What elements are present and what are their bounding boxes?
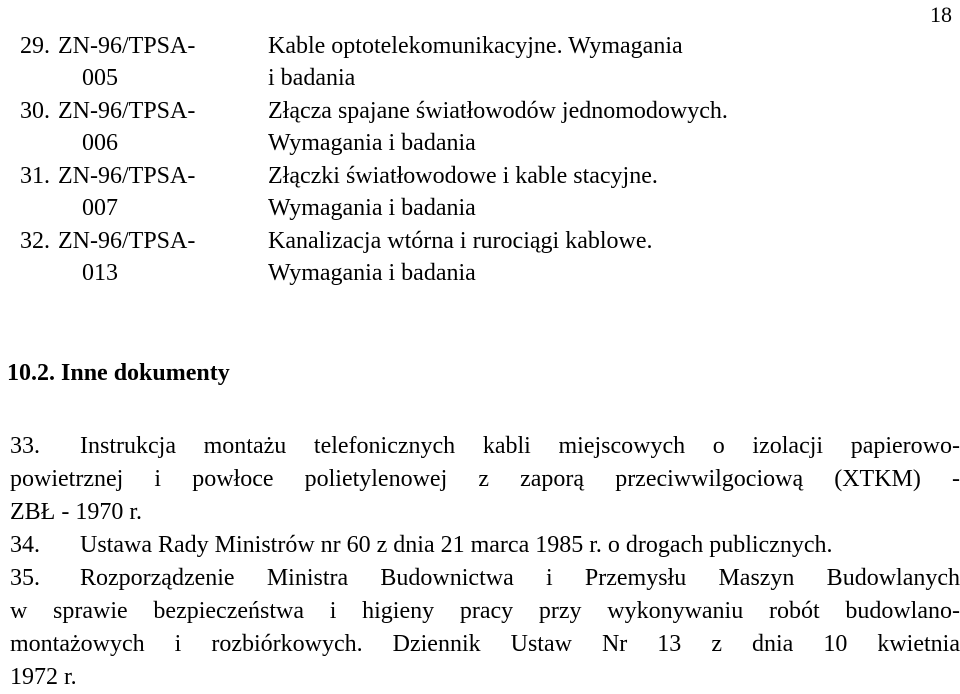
standard-code-line: ZN-96/TPSA- [58, 163, 196, 189]
document-number: 33. [10, 433, 40, 459]
standard-title-line: Wymagania i badania [268, 130, 476, 156]
standard-title-line: Kanalizacja wtórna i rurociągi kablowe. [268, 228, 653, 254]
standard-number: 29. [20, 33, 50, 59]
standard-title [218, 160, 800, 224]
standard-code [50, 30, 218, 94]
section-heading: 10.2. Inne dokumenty [7, 360, 230, 386]
document-line: Instrukcja montażu telefonicznych kabli miejscowych o izolacji papierowo- [80, 433, 960, 459]
document-line: Ustawa Rady Ministrów nr 60 z dnia 21 marca 1985 r. o drogach publicznych. [80, 532, 833, 558]
document-continuation [10, 595, 960, 694]
standard-title-line: i badania [268, 65, 356, 91]
standard-code-line: ZN-96/TPSA- [58, 228, 196, 254]
standard-title-line: Kable optotelekomunikacyjne. Wymagania [268, 33, 683, 59]
document-line: w sprawie bezpieczeństwa i higieny pracy przy wykonywaniu robót budowlano- [10, 598, 960, 624]
document-item [10, 430, 960, 463]
document-item [10, 562, 960, 595]
document-text [80, 529, 960, 562]
document-text [10, 463, 960, 529]
standard-title-line: Wymagania i badania [268, 260, 476, 286]
standard-code-line: ZN-96/TPSA- [58, 98, 196, 124]
standard-title-line: Złączki światłowodowe i kable stacyjne. [268, 163, 658, 189]
document-line: montażowych i rozbiórkowych. Dziennik Ustaw Nr 13 z dnia 10 kwietnia [10, 631, 960, 657]
standard-item [0, 225, 800, 289]
standard-code [50, 95, 218, 159]
standard-number: 31. [20, 163, 50, 189]
standard-title-line: Wymagania i badania [268, 195, 476, 221]
page-number: 18 [930, 2, 952, 27]
documents-list [10, 430, 960, 694]
standard-number: 30. [20, 98, 50, 124]
document-number: 34. [10, 532, 40, 558]
standard-code-line: 005 [82, 65, 118, 91]
document-line: Rozporządzenie Ministra Budownictwa i Przemysłu Maszyn Budowlanych [80, 565, 960, 591]
standard-code-line: 006 [82, 130, 118, 156]
standard-title [218, 30, 800, 94]
standard-number: 32. [20, 228, 50, 254]
standard-code-line: 007 [82, 195, 118, 221]
document-continuation [10, 463, 960, 529]
standard-code [50, 160, 218, 224]
standard-code-line: 013 [82, 260, 118, 286]
document-text [80, 430, 960, 463]
standard-item [0, 30, 800, 94]
document-number: 35. [10, 565, 40, 591]
standard-code [50, 225, 218, 289]
document-text [10, 595, 960, 694]
document-line: powietrznej i powłoce polietylenowej z zaporą przeciwwilgociową (XTKM) - [10, 466, 960, 492]
standard-item [0, 95, 800, 159]
document-text [80, 562, 960, 595]
document-item [10, 529, 960, 562]
standard-code-line: ZN-96/TPSA- [58, 33, 196, 59]
document-line: ZBŁ - 1970 r. [10, 499, 142, 525]
standards-list [0, 30, 800, 290]
document-line: 1972 r. [10, 664, 77, 690]
standard-title-line: Złącza spajane światłowodów jednomodowych. [268, 98, 728, 124]
standard-title [218, 225, 800, 289]
standard-item [0, 160, 800, 224]
standard-title [218, 95, 800, 159]
